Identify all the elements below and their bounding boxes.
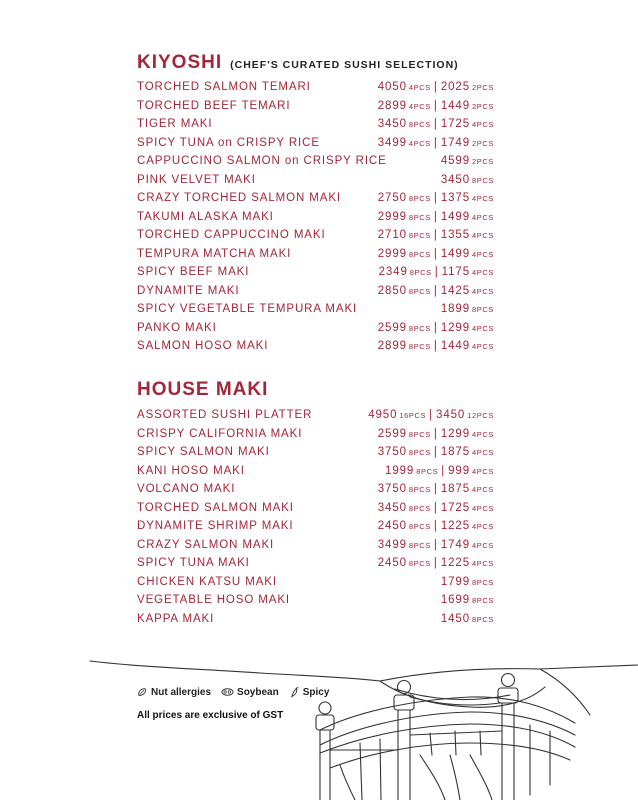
- portion-secondary: 4PCS: [472, 342, 494, 351]
- price-secondary: 1725: [440, 501, 470, 514]
- menu-item: [137, 100, 494, 119]
- price-separator: |: [433, 99, 438, 112]
- price-primary: 3450: [440, 173, 470, 186]
- menu-item-price: [378, 340, 494, 352]
- price-secondary: 1299: [440, 321, 470, 334]
- price-secondary: 1749: [440, 538, 470, 551]
- chili-icon: [289, 686, 300, 698]
- menu-item-name: TIGER MAKI: [137, 118, 213, 130]
- menu-item-name: TORCHED CAPPUCCINO MAKI: [137, 229, 326, 241]
- menu-item: [137, 266, 494, 285]
- price-separator: |: [434, 266, 439, 278]
- price-separator: |: [433, 192, 438, 204]
- kiyoshi-menu-list: [137, 81, 494, 359]
- price-separator: |: [433, 520, 438, 532]
- menu-item: [137, 483, 494, 502]
- menu-item: [137, 229, 494, 248]
- portion-primary: 8PCS: [408, 194, 431, 203]
- price-separator: |: [433, 538, 438, 551]
- price-primary: 1699: [440, 594, 470, 606]
- price-primary: 3499: [377, 136, 407, 149]
- menu-item-price: [378, 285, 494, 297]
- portion-secondary: 4PCS: [472, 503, 494, 513]
- menu-item-name: TORCHED SALMON TEMARI: [137, 81, 311, 93]
- price-secondary: 1175: [441, 266, 470, 278]
- price-secondary: 1225: [440, 557, 470, 569]
- house-maki-menu-list: [137, 409, 494, 631]
- menu-item-name: SPICY BEEF MAKI: [137, 266, 250, 278]
- price-separator: |: [433, 118, 438, 130]
- price-separator: |: [433, 229, 438, 241]
- menu-item-name: SPICY TUNA MAKI: [137, 557, 250, 569]
- nut-icon: [137, 687, 148, 698]
- portion-primary: 8PCS: [408, 120, 431, 129]
- portion-secondary: 2PCS: [472, 101, 494, 111]
- kiyoshi-heading: [137, 52, 459, 74]
- menu-item-price: [368, 409, 494, 421]
- portion-primary: 4PCS: [408, 101, 431, 111]
- menu-item-name: CRISPY CALIFORNIA MAKI: [137, 427, 303, 440]
- kiyoshi-subtitle: (CHEF'S CURATED SUSHI SELECTION): [230, 59, 459, 71]
- menu-item: [137, 613, 494, 632]
- legend-nut-label: Nut allergies: [151, 686, 212, 698]
- menu-item: [137, 409, 494, 428]
- portion-secondary: 4PCS: [472, 120, 494, 129]
- price-separator: |: [441, 464, 446, 477]
- price-secondary: 1449: [440, 99, 470, 112]
- portion-primary: 16PCS: [399, 411, 427, 420]
- menu-item-price: [378, 446, 494, 458]
- menu-item: [137, 174, 494, 193]
- menu-item-name: KANI HOSO MAKI: [137, 464, 245, 477]
- legend-nut-allergies: [137, 687, 211, 698]
- legend-spicy-label: Spicy: [302, 686, 330, 698]
- price-primary: 2850: [377, 284, 407, 297]
- price-primary: 2999: [377, 247, 407, 260]
- price-primary: 4599: [440, 155, 470, 167]
- price-primary: 2599: [377, 321, 407, 334]
- portion-secondary: 4PCS: [472, 485, 494, 494]
- portion-secondary: 2PCS: [472, 138, 494, 148]
- portion-secondary: 4PCS: [472, 559, 494, 568]
- menu-item: [137, 81, 494, 100]
- portion-primary: 8PCS: [408, 323, 431, 333]
- price-secondary: 1225: [440, 520, 470, 532]
- price-primary: 3750: [377, 483, 407, 495]
- portion-secondary: 2PCS: [472, 83, 494, 92]
- menu-item-price: [378, 322, 494, 334]
- price-primary: 2899: [377, 99, 407, 112]
- menu-item: [137, 594, 494, 613]
- price-primary: 2999: [377, 210, 407, 223]
- price-separator: |: [433, 136, 438, 149]
- price-secondary: 1875: [440, 483, 470, 495]
- price-secondary: 1375: [440, 192, 470, 204]
- price-separator: |: [433, 321, 438, 334]
- price-secondary: 3450: [436, 409, 466, 421]
- price-primary: 4050: [377, 81, 407, 93]
- price-separator: |: [429, 409, 434, 421]
- legend-spicy: [289, 686, 330, 698]
- portion-primary: 8PCS: [408, 559, 431, 568]
- menu-item: [137, 192, 494, 211]
- menu-item-price: [441, 155, 494, 167]
- menu-item-name: CHICKEN KATSU MAKI: [137, 575, 277, 588]
- portion-secondary: 12PCS: [467, 411, 494, 420]
- price-primary: 1450: [440, 612, 470, 625]
- price-secondary: 1449: [440, 340, 470, 352]
- menu-item-name: TEMPURA MATCHA MAKI: [137, 247, 292, 260]
- portion-secondary: 4PCS: [472, 194, 494, 203]
- portion-secondary: 4PCS: [472, 540, 494, 550]
- price-separator: |: [433, 81, 438, 93]
- menu-item: [137, 248, 494, 267]
- gst-note: All prices are exclusive of GST: [137, 710, 284, 721]
- menu-item-price: [378, 428, 494, 440]
- menu-item: [137, 137, 494, 156]
- menu-item-name: CRAZY TORCHED SALMON MAKI: [137, 192, 341, 204]
- price-primary: 2899: [377, 340, 407, 352]
- menu-item-name: TAKUMI ALASKA MAKI: [137, 210, 274, 223]
- menu-item-name: SPICY SALMON MAKI: [137, 446, 270, 458]
- price-separator: |: [433, 284, 438, 297]
- price-primary: 2599: [377, 427, 407, 440]
- menu-item-name: KAPPA MAKI: [137, 612, 215, 625]
- portion-primary: 8PCS: [472, 577, 494, 587]
- legend-soybean-label: Soybean: [237, 686, 279, 698]
- price-secondary: 1499: [440, 247, 470, 260]
- menu-item-price: [441, 613, 494, 625]
- portion-secondary: 4PCS: [472, 429, 494, 439]
- menu-item-price: [378, 483, 494, 495]
- price-secondary: 1355: [440, 229, 470, 241]
- price-primary: 1899: [440, 303, 470, 315]
- portion-primary: 8PCS: [472, 305, 494, 314]
- menu-item-name: SALMON HOSO MAKI: [137, 340, 269, 352]
- portion-primary: 8PCS: [472, 175, 494, 185]
- price-separator: |: [433, 247, 438, 260]
- menu-item: [137, 428, 494, 447]
- portion-secondary: 4PCS: [472, 466, 494, 476]
- portion-primary: 8PCS: [409, 268, 432, 277]
- portion-secondary: 4PCS: [472, 448, 494, 457]
- menu-item: [137, 465, 494, 484]
- menu-item-name: DYNAMITE MAKI: [137, 284, 240, 297]
- portion-primary: 8PCS: [408, 503, 431, 513]
- portion-secondary: 4PCS: [472, 231, 494, 240]
- bridge-illustration: [0, 655, 638, 805]
- portion-primary: 8PCS: [408, 212, 431, 222]
- portion-primary: 8PCS: [416, 466, 439, 476]
- menu-item-price: [378, 557, 494, 569]
- price-secondary: 1299: [440, 427, 470, 440]
- portion-primary: 8PCS: [408, 342, 431, 351]
- price-primary: 2450: [377, 520, 407, 532]
- price-primary: 2349: [378, 266, 408, 278]
- menu-item-name: SPICY TUNA on CRISPY RICE: [137, 136, 320, 149]
- menu-item: [137, 520, 494, 539]
- price-secondary: 1425: [440, 284, 470, 297]
- menu-item-price: [378, 520, 494, 532]
- price-separator: |: [433, 446, 438, 458]
- menu-item-price: [378, 137, 494, 149]
- menu-item-price: [378, 100, 494, 112]
- price-separator: |: [433, 427, 438, 440]
- soybean-icon: [221, 687, 234, 697]
- menu-item-price: [378, 118, 494, 130]
- menu-item: [137, 303, 494, 322]
- price-primary: 2750: [377, 192, 407, 204]
- price-secondary: 999: [448, 464, 470, 477]
- portion-primary: 8PCS: [408, 522, 431, 531]
- menu-item-name: PANKO MAKI: [137, 321, 217, 334]
- price-primary: 3750: [377, 446, 407, 458]
- price-primary: 3450: [377, 501, 407, 514]
- price-primary: 3499: [377, 538, 407, 551]
- price-primary: 1999: [385, 464, 415, 477]
- menu-item-price: [441, 303, 494, 315]
- price-separator: |: [433, 483, 438, 495]
- allergen-legend: [137, 686, 329, 698]
- portion-secondary: 4PCS: [472, 286, 494, 296]
- price-primary: 4950: [368, 409, 398, 421]
- portion-primary: 8PCS: [408, 286, 431, 296]
- portion-primary: 8PCS: [408, 429, 431, 439]
- menu-item-name: SPICY VEGETABLE TEMPURA MAKI: [137, 303, 358, 315]
- portion-primary: 4PCS: [408, 138, 431, 148]
- menu-item-price: [378, 192, 494, 204]
- price-separator: |: [433, 340, 438, 352]
- menu-item: [137, 557, 494, 576]
- menu-item: [137, 340, 494, 359]
- price-separator: |: [433, 557, 438, 569]
- menu-item: [137, 322, 494, 341]
- portion-primary: 8PCS: [408, 485, 431, 494]
- menu-item: [137, 211, 494, 230]
- menu-item-price: [385, 465, 494, 477]
- menu-item-name: PINK VELVET MAKI: [137, 173, 256, 186]
- menu-item-price: [378, 248, 494, 260]
- portion-primary: 8PCS: [408, 540, 431, 550]
- menu-item-name: CRAZY SALMON MAKI: [137, 538, 275, 551]
- menu-item: [137, 539, 494, 558]
- price-primary: 2450: [377, 557, 407, 569]
- menu-item-name: VOLCANO MAKI: [137, 483, 236, 495]
- menu-item-price: [378, 211, 494, 223]
- menu-item-price: [441, 594, 494, 606]
- menu-item-name: TORCHED SALMON MAKI: [137, 501, 294, 514]
- portion-secondary: 4PCS: [472, 268, 494, 277]
- menu-item-price: [378, 81, 494, 93]
- price-primary: 3450: [377, 118, 407, 130]
- menu-item: [137, 155, 494, 174]
- menu-item-price: [379, 266, 494, 278]
- price-secondary: 1499: [440, 210, 470, 223]
- menu-item: [137, 446, 494, 465]
- menu-item-price: [441, 576, 494, 588]
- menu-item-name: CAPPUCCINO SALMON on CRISPY RICE: [137, 155, 387, 167]
- portion-primary: 8PCS: [408, 448, 431, 457]
- portion-primary: 8PCS: [472, 614, 494, 624]
- menu-item-name: VEGETABLE HOSO MAKI: [137, 594, 291, 606]
- portion-secondary: 4PCS: [472, 249, 494, 259]
- house-maki-title: HOUSE MAKI: [137, 379, 269, 400]
- menu-item: [137, 285, 494, 304]
- portion-primary: 8PCS: [408, 249, 431, 259]
- menu-item-price: [378, 539, 494, 551]
- price-secondary: 1749: [440, 136, 470, 149]
- menu-item: [137, 576, 494, 595]
- menu-item-price: [441, 174, 494, 186]
- kiyoshi-title: KIYOSHI: [137, 52, 223, 73]
- price-separator: |: [433, 501, 438, 514]
- portion-primary: 4PCS: [408, 83, 431, 92]
- menu-item: [137, 118, 494, 137]
- price-secondary: 1725: [440, 118, 470, 130]
- house-maki-heading: [137, 379, 268, 401]
- portion-secondary: 4PCS: [472, 323, 494, 333]
- portion-primary: 8PCS: [472, 596, 494, 605]
- price-secondary: 2025: [440, 81, 470, 93]
- menu-item-name: ASSORTED SUSHI PLATTER: [137, 409, 313, 421]
- legend-soybean: [221, 687, 279, 698]
- portion-primary: 2PCS: [472, 157, 494, 166]
- menu-item-price: [378, 502, 494, 514]
- menu-item: [137, 502, 494, 521]
- menu-item-name: DYNAMITE SHRIMP MAKI: [137, 520, 294, 532]
- price-separator: |: [433, 210, 438, 223]
- menu-item-price: [378, 229, 494, 241]
- portion-secondary: 4PCS: [472, 212, 494, 222]
- portion-primary: 8PCS: [408, 231, 431, 240]
- price-primary: 1799: [440, 575, 470, 588]
- menu-item-name: TORCHED BEEF TEMARI: [137, 99, 291, 112]
- portion-secondary: 4PCS: [472, 522, 494, 531]
- price-primary: 2710: [377, 229, 407, 241]
- price-secondary: 1875: [440, 446, 470, 458]
